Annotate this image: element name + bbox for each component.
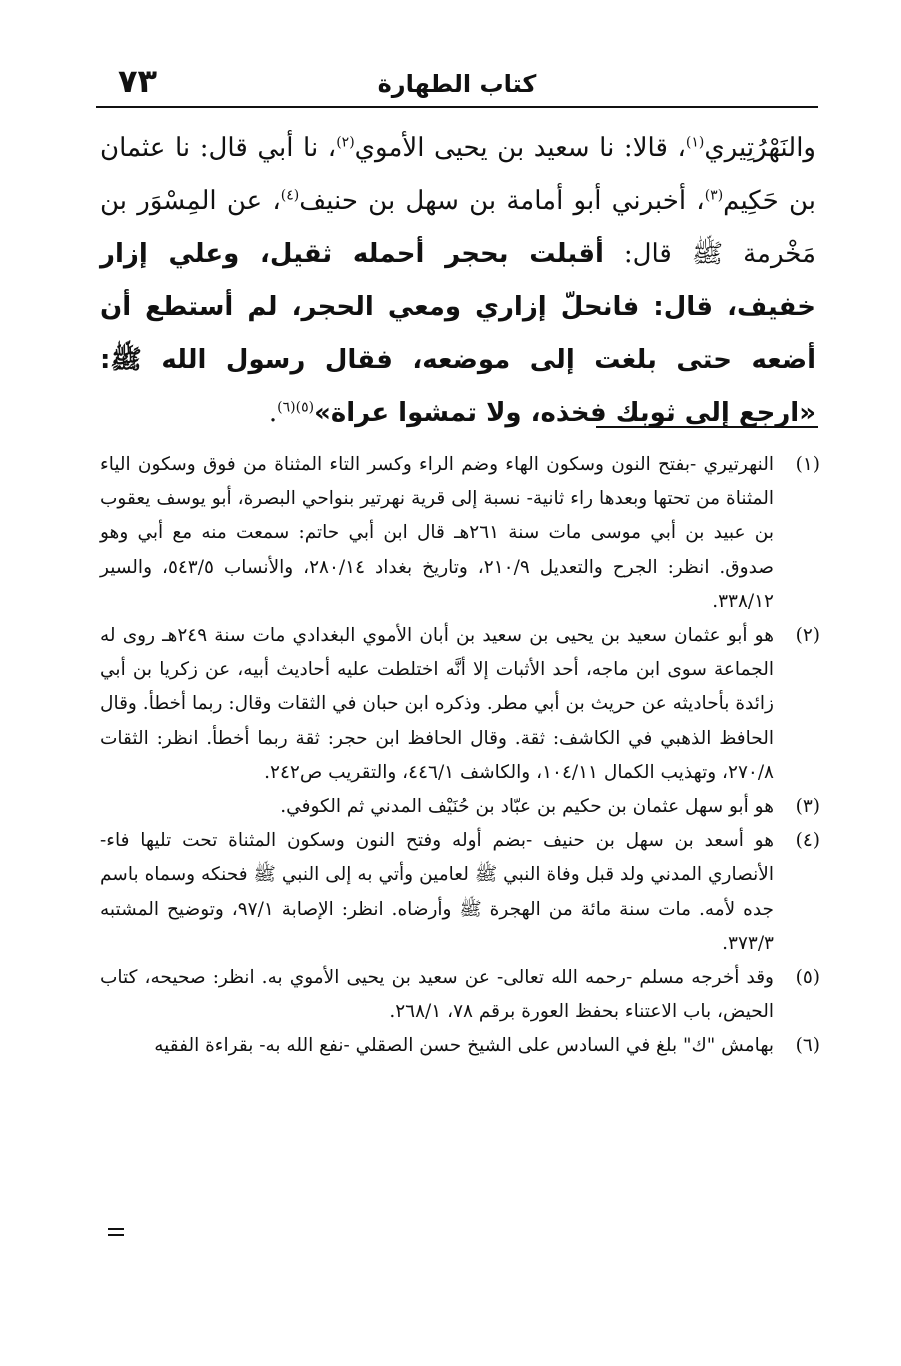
- footnote: [100, 448, 820, 619]
- footnote-text: بهامش "ك" بلغ في السادس على الشيخ حسن الصقلي -نفع الله به- بقراءة الفقيه: [154, 1035, 774, 1057]
- hadith-text: أقبلت بحجر أحمله ثقيل، وعلي إزار خفيف، قال: فانحلّ إزاري ومعي الحجر، لم أستطع أن أضعه حتى بلغت إلى موضعه، فقال رسول الله ﷺ:: [100, 239, 816, 375]
- isnad-text: ، عن المِسْوَر بن مَخْرمة ﷺ قال:: [100, 186, 817, 269]
- footnotes: [100, 448, 820, 1064]
- footnote-ref: (٤): [280, 187, 300, 204]
- footnote-ref: (٥)(٦): [277, 399, 315, 416]
- main-paragraph: [100, 122, 816, 440]
- footnote-number: (٦): [795, 1035, 820, 1057]
- footnote-number: (١): [795, 454, 820, 475]
- page-number: ٧٣: [118, 62, 158, 100]
- footnote-ref: (١): [685, 134, 705, 151]
- footnote-text: وقد أخرجه مسلم -رحمه الله تعالى- عن سعيد بن يحيى الأموي به. انظر: صحيحه، كتاب الحيض، باب الاعتناء بحفظ العورة برقم ٧٨، ٢٦٨/١.: [100, 967, 774, 1023]
- footnote-number: (٢): [795, 625, 820, 647]
- footnote-text: النهرتيري -بفتح النون وسكون الهاء وضم الراء وكسر التاء المثناة من فوق وسكون الياء المثناة من تحتها وبعدها راء ثانية- نسبة إلى قرية نهرتير بنواحي البصرة، أبو يوسف يعقوب بن عبيد بن أبي موسى مات سنة ٢٦١هـ قال ابن أبي حاتم: سمعت منه مع أبي وهو صدوق. انظر: الجرح والتعديل ٢١٠/٩، وتاريخ بغداد ٢٨٠/١٤، والأنساب ٥٤٣/٥، والسير ٣٣٨/١٢.: [100, 454, 775, 612]
- continuation-mark: [108, 1228, 124, 1236]
- footnote-separator: [596, 426, 818, 428]
- isnad-text: ، نا أبي قال: نا عثمان بن حَكِيم: [100, 133, 816, 216]
- main-text: [100, 122, 816, 440]
- footnote: [100, 790, 820, 824]
- isnad-text: ، أخبرني أبو أمامة بن سهل بن حنيف: [299, 186, 705, 216]
- isnad-text: ، قالا: نا سعيد بن يحيى الأموي: [354, 133, 686, 163]
- footnote-ref: (٢): [336, 134, 355, 151]
- hadith-text: «ارجع إلى ثوبك فخذه، ولا تمشوا عراة»: [314, 398, 816, 428]
- footnote-text: هو أبو عثمان سعيد بن يحيى بن سعيد بن أبان الأموي البغدادي مات سنة ٢٤٩هـ روى له الجماعة سوى ابن ماجه، أحد الأثبات إلا أنَّه اختلطت عليه أحاديث أبيه، عن زكريا بن أبي زائدة بأحاديثه عن حريث بن أبي مطر. وذكره ابن حبان في الثقات وقال: ربما أخطأ. وقال الحافظ الذهبي في الكاشف: ثقة. وقال الحافظ ابن حجر: ثقة ربما أخطأ. انظر: الثقات ٢٧٠/٨، وتهذيب الكمال ١٠٤/١١، والكاشف ٤٤٦/١، والتقريب ص٢٤٢.: [100, 625, 774, 783]
- footnote: [100, 619, 820, 790]
- isnad-text: .: [268, 398, 278, 428]
- footnote-text: هو أبو سهل عثمان بن حكيم بن عبّاد بن حُنَيْف المدني ثم الكوفي.: [280, 796, 774, 818]
- footnote: [100, 824, 820, 961]
- footnote-number: (٣): [795, 796, 820, 818]
- footnote: [100, 961, 820, 1029]
- footnote-number: (٤): [795, 830, 820, 852]
- footnote: [100, 1029, 820, 1063]
- isnad-text: والنَهْرُتِيري: [704, 133, 816, 163]
- chapter-title: كتاب الطهارة: [377, 70, 537, 98]
- running-header: [96, 62, 818, 108]
- footnote-text: هو أسعد بن سهل بن حنيف -بضم أوله وفتح النون وسكون المثناة تحت تليها فاء- الأنصاري المدني ولد قبل وفاة النبي ﷺ لعامين وأتي به إلى النبي ﷺ فحنكه وسماه باسم جده لأمه. مات سنة مائة من الهجرة ﷺ وأرضاه. انظر: الإصابة ٩٧/١، وتوضيح المشتبه ٣٧٣/٣.: [100, 830, 774, 954]
- footnote-number: (٥): [795, 967, 820, 989]
- footnote-ref: (٣): [704, 187, 724, 204]
